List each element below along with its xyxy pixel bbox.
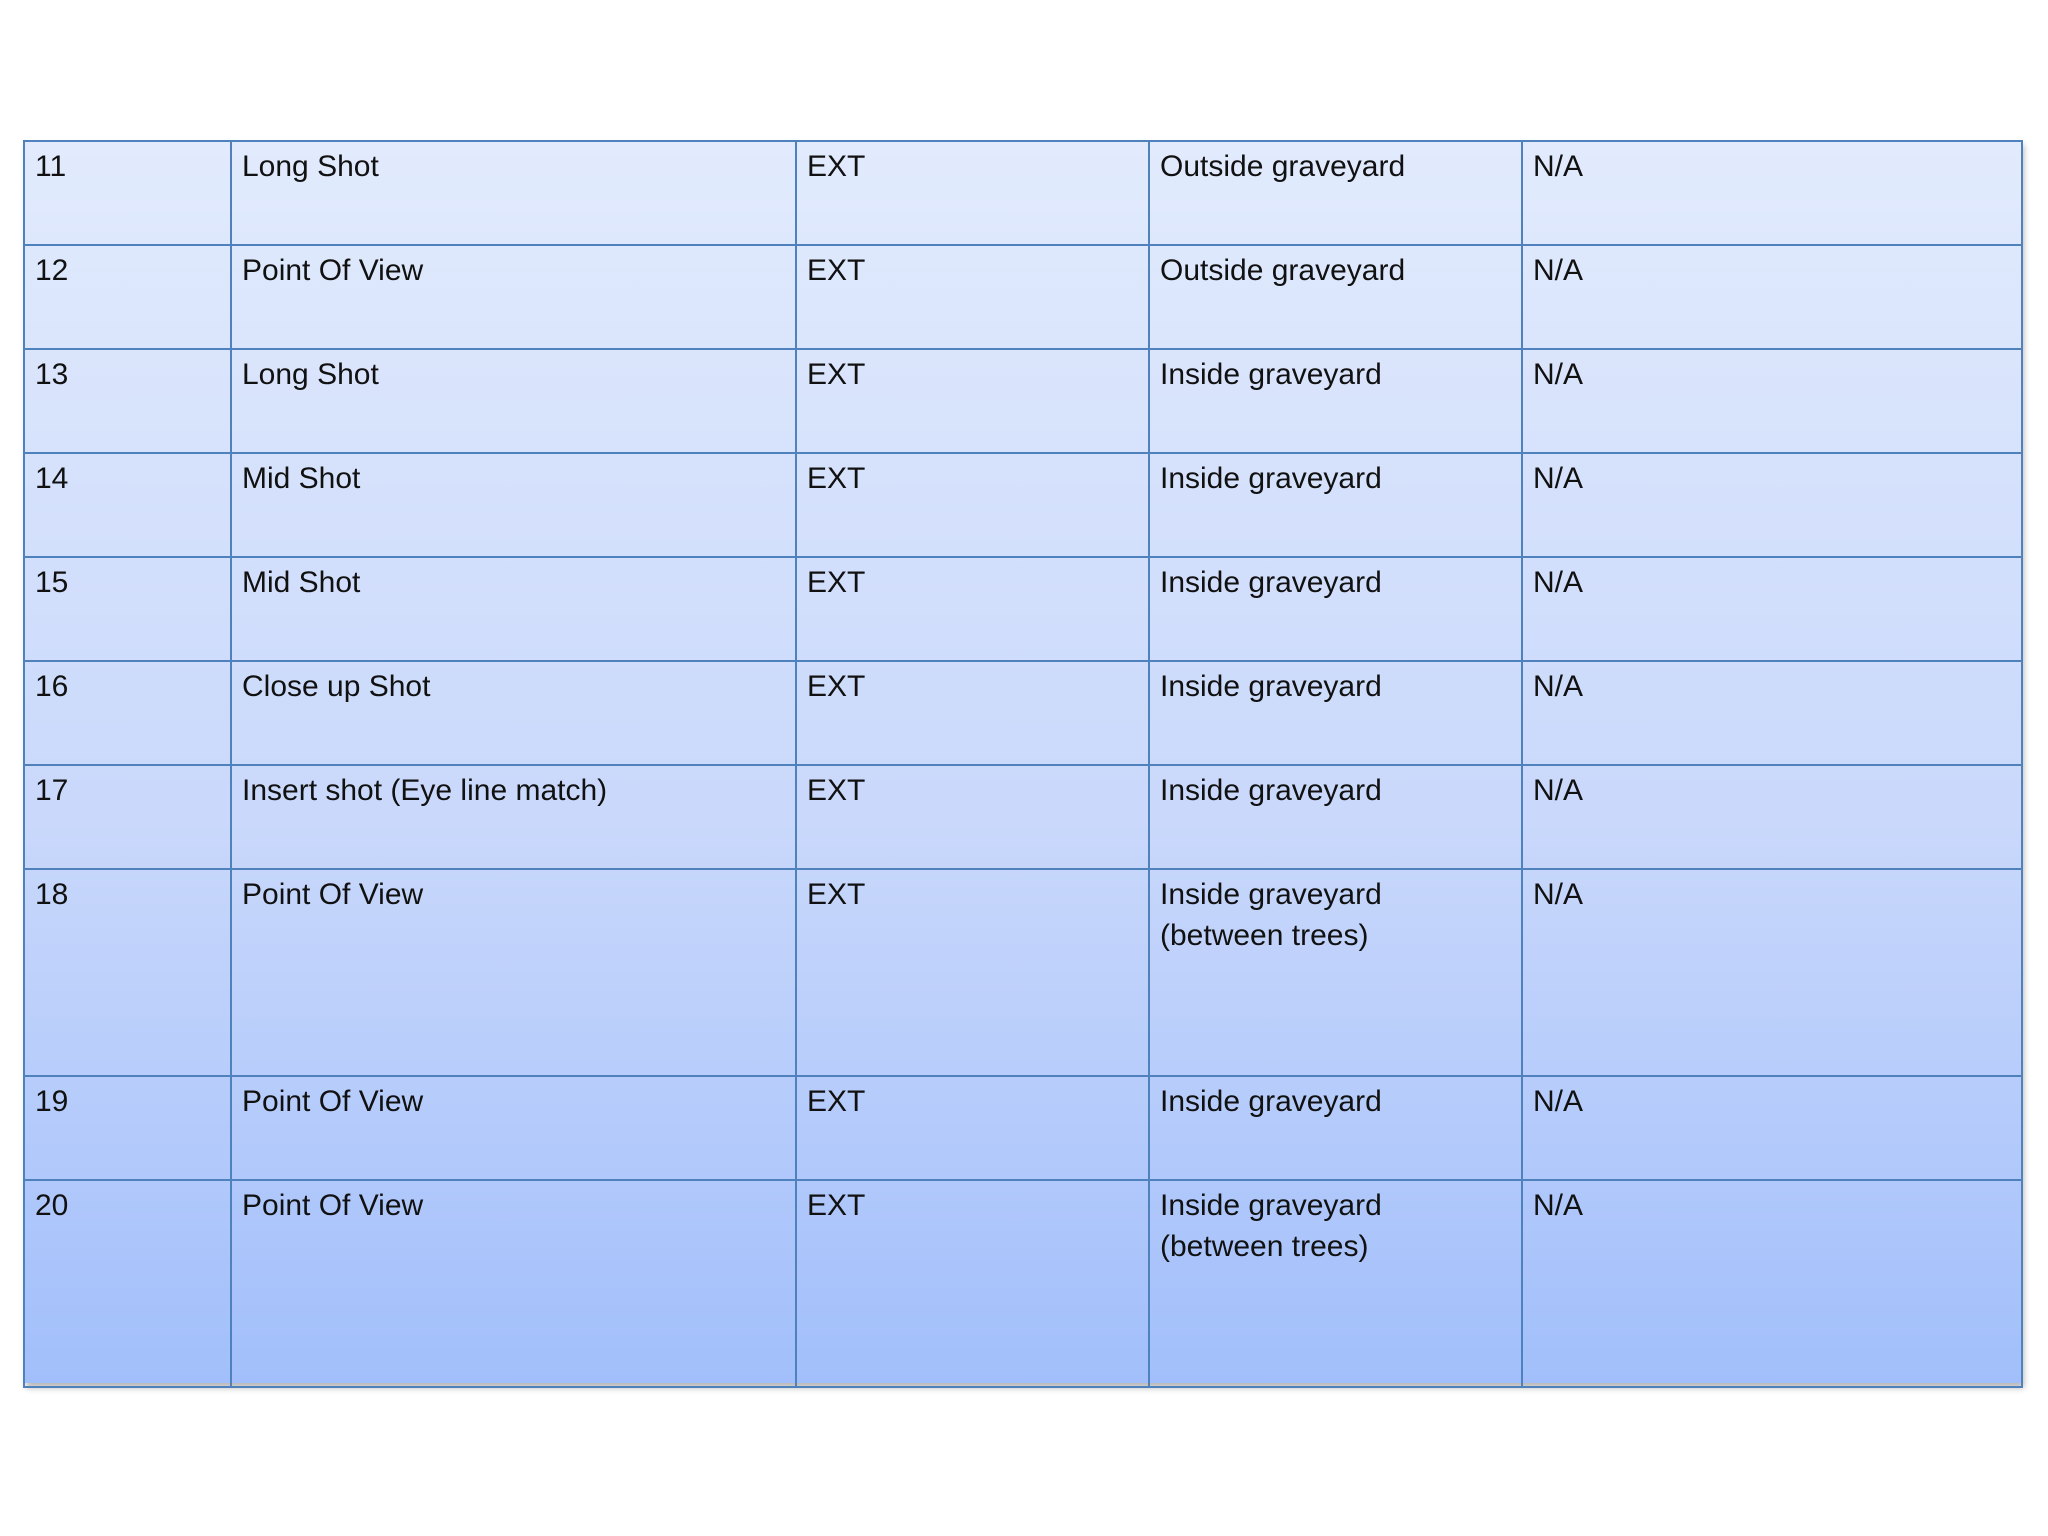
shot-type-cell: Insert shot (Eye line match) (231, 765, 796, 869)
location-type-cell: EXT (796, 557, 1149, 661)
table-row (24, 453, 2022, 557)
table-row (24, 765, 2022, 869)
extra-cell: N/A (1522, 141, 2022, 245)
location-cell: Inside graveyard (1149, 661, 1522, 765)
table-row (24, 349, 2022, 453)
location-cell: Inside graveyard (between trees) (1149, 1180, 1522, 1387)
shot-number-cell: 17 (24, 765, 231, 869)
shot-number-cell: 20 (24, 1180, 231, 1387)
table-row (24, 141, 2022, 245)
shot-number-cell: 12 (24, 245, 231, 349)
location-type-cell: EXT (796, 1076, 1149, 1180)
location-cell: Inside graveyard (1149, 1076, 1522, 1180)
shot-number-cell: 15 (24, 557, 231, 661)
table-row (24, 245, 2022, 349)
shot-number-cell: 19 (24, 1076, 231, 1180)
location-cell: Inside graveyard (1149, 557, 1522, 661)
shot-type-cell: Long Shot (231, 349, 796, 453)
location-cell: Outside graveyard (1149, 141, 1522, 245)
extra-cell: N/A (1522, 1180, 2022, 1387)
table-row (24, 661, 2022, 765)
location-type-cell: EXT (796, 869, 1149, 1076)
location-type-cell: EXT (796, 661, 1149, 765)
table-row (24, 557, 2022, 661)
extra-cell: N/A (1522, 557, 2022, 661)
shot-list-table-container (23, 140, 2021, 1383)
location-cell: Inside graveyard (1149, 765, 1522, 869)
location-type-cell: EXT (796, 765, 1149, 869)
shot-number-cell: 13 (24, 349, 231, 453)
extra-cell: N/A (1522, 349, 2022, 453)
location-type-cell: EXT (796, 349, 1149, 453)
shot-type-cell: Mid Shot (231, 453, 796, 557)
location-type-cell: EXT (796, 1180, 1149, 1387)
table-row (24, 869, 2022, 1076)
shot-type-cell: Mid Shot (231, 557, 796, 661)
extra-cell: N/A (1522, 869, 2022, 1076)
location-cell: Inside graveyard (1149, 349, 1522, 453)
shot-type-cell: Close up Shot (231, 661, 796, 765)
location-cell: Outside graveyard (1149, 245, 1522, 349)
shot-type-cell: Long Shot (231, 141, 796, 245)
extra-cell: N/A (1522, 765, 2022, 869)
shot-type-cell: Point Of View (231, 1180, 796, 1387)
extra-cell: N/A (1522, 661, 2022, 765)
extra-cell: N/A (1522, 1076, 2022, 1180)
location-type-cell: EXT (796, 245, 1149, 349)
table-row (24, 1076, 2022, 1180)
shot-type-cell: Point Of View (231, 869, 796, 1076)
shot-type-cell: Point Of View (231, 245, 796, 349)
location-cell: Inside graveyard (1149, 453, 1522, 557)
extra-cell: N/A (1522, 453, 2022, 557)
location-type-cell: EXT (796, 141, 1149, 245)
table-row (24, 1180, 2022, 1387)
shot-number-cell: 14 (24, 453, 231, 557)
shot-number-cell: 11 (24, 141, 231, 245)
extra-cell: N/A (1522, 245, 2022, 349)
shot-type-cell: Point Of View (231, 1076, 796, 1180)
location-type-cell: EXT (796, 453, 1149, 557)
location-cell: Inside graveyard (between trees) (1149, 869, 1522, 1076)
shot-list-table (23, 140, 2023, 1388)
shot-number-cell: 16 (24, 661, 231, 765)
shot-number-cell: 18 (24, 869, 231, 1076)
